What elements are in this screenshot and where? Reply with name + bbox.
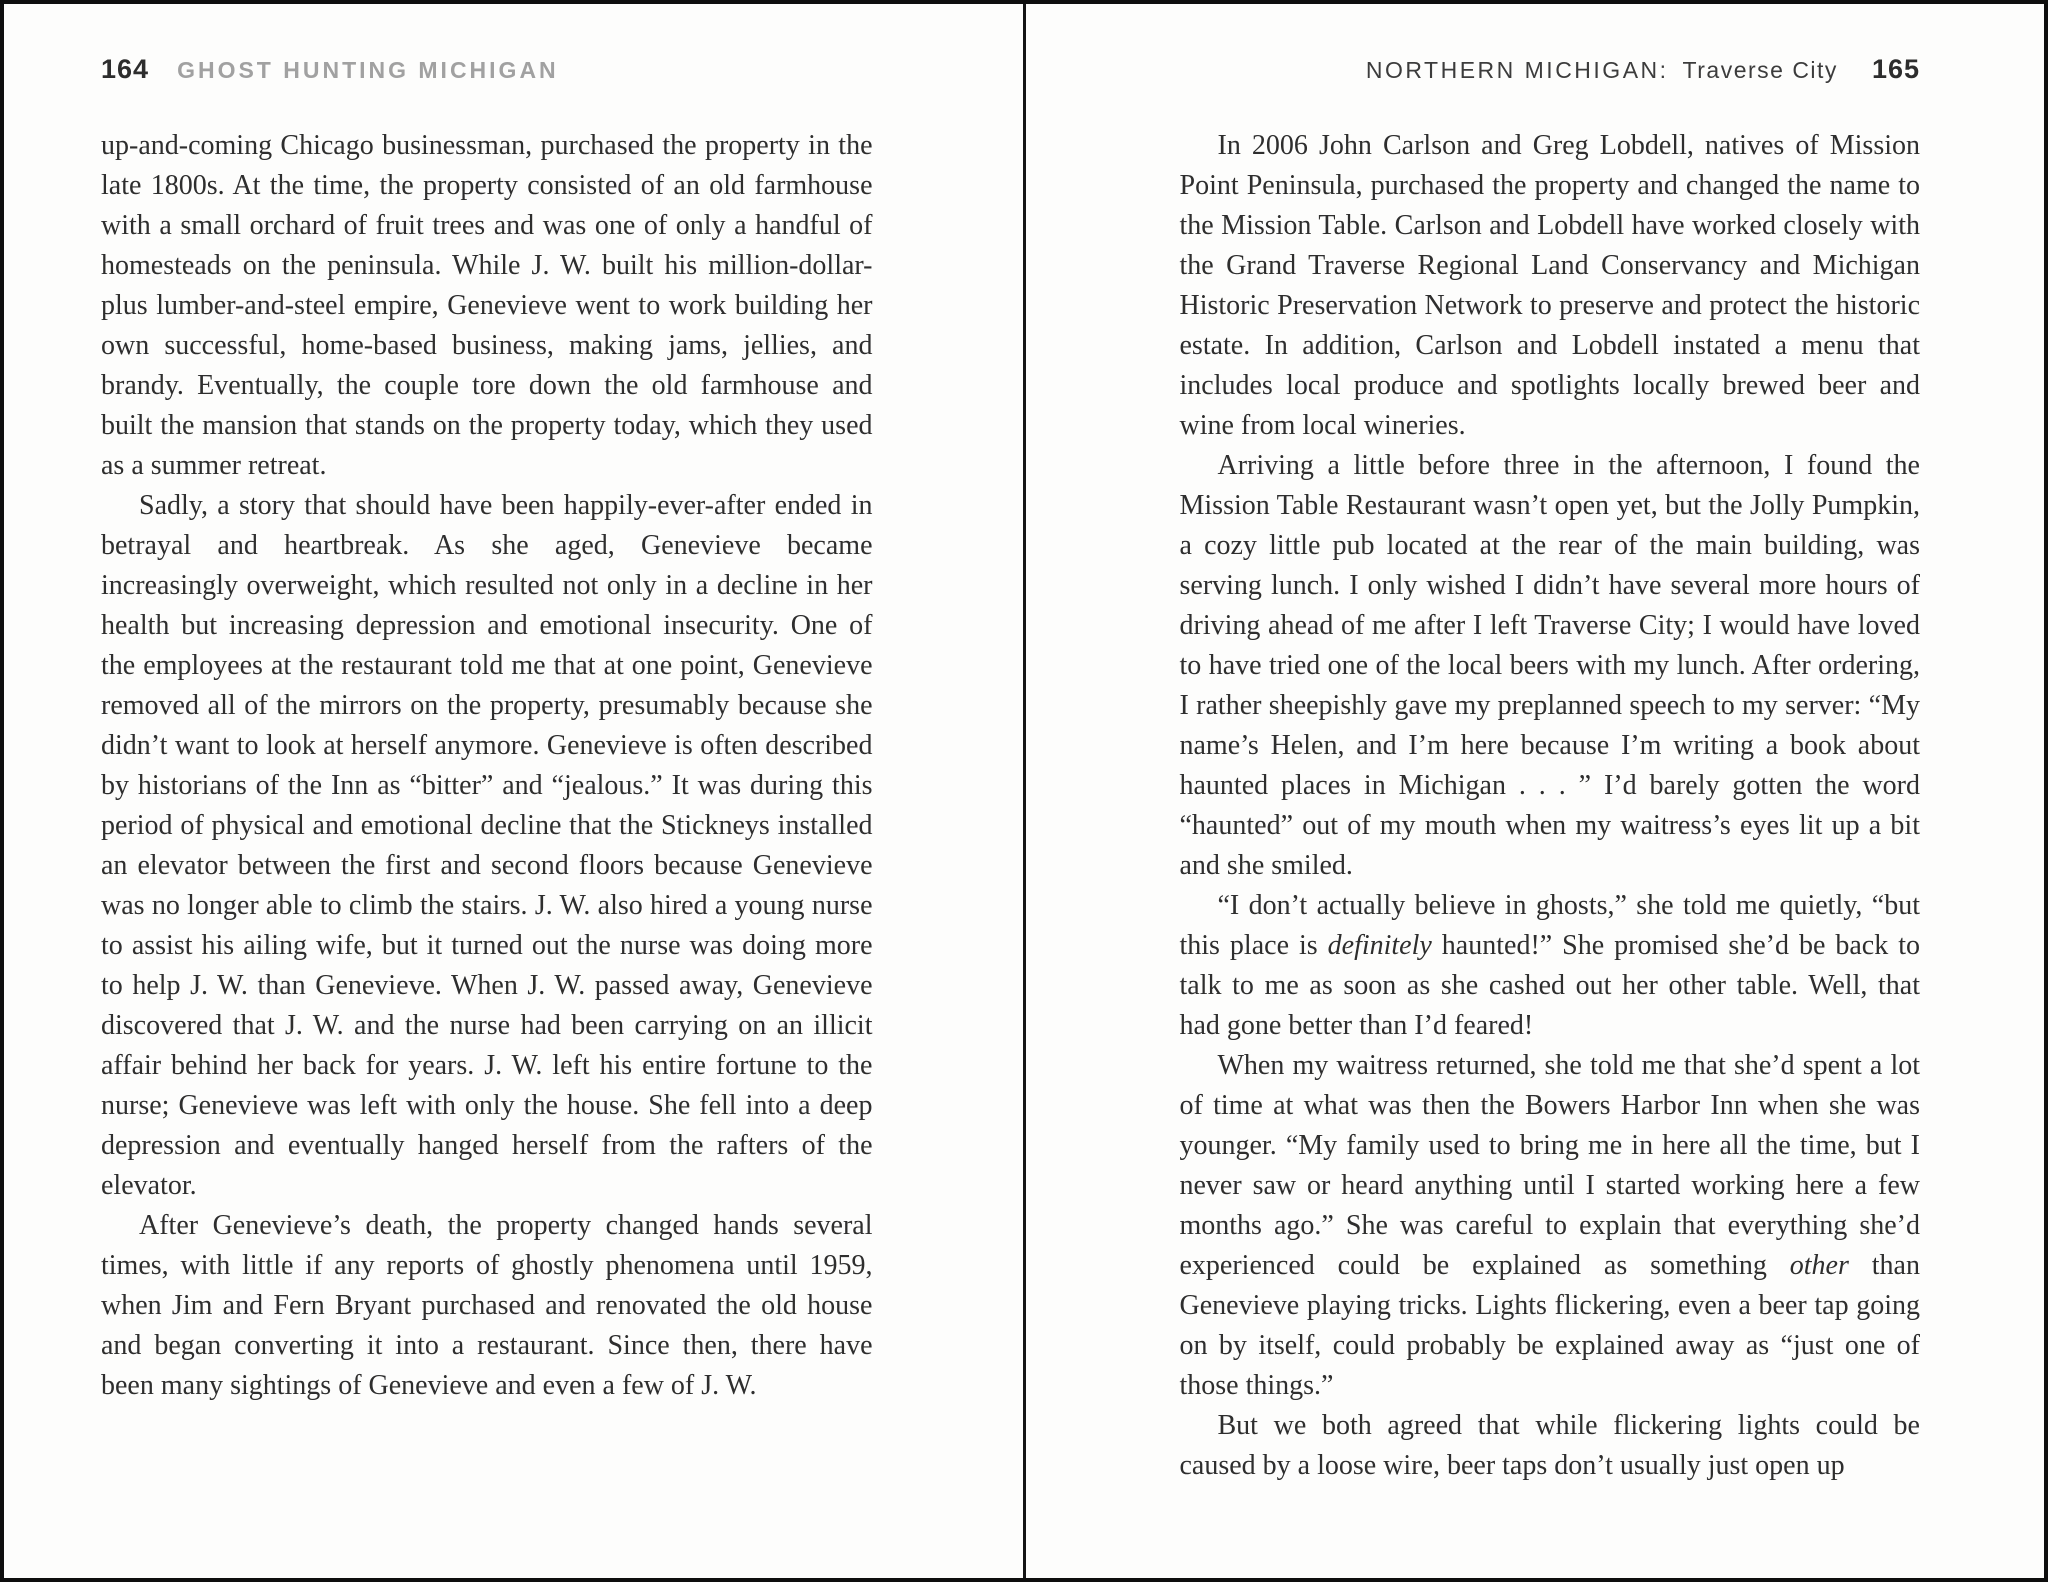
left-running-title: GHOST HUNTING MICHIGAN bbox=[177, 57, 559, 83]
right-page-body bbox=[1026, 126, 2045, 1486]
paragraph: But we both agreed that while flickering lights could be caused by a loose wire, beer taps don’t usually just open up bbox=[1179, 1410, 1920, 1481]
page-right bbox=[1026, 4, 2045, 1578]
right-section-label: NORTHERN MICHIGAN: bbox=[1365, 57, 1669, 83]
left-page-number: 164 bbox=[101, 54, 150, 84]
paragraph: Sadly, a story that should have been happily-ever-after ended in betrayal and heartbreak. As she aged, Genevieve became increasingly overweight, which resulted not only in a decline in her health but increasing depression and emotional insecurity. One of the employees at the restaurant told me that at one point, Genevieve removed all of the mirrors on the property, presumably because she didn’t want to look at herself anymore. Genevieve is often described by historians of the Inn as “bitter” and “jealous.” It was during this period of physical and emotional decline that the Stickneys installed an elevator between the first and second floors because Genevieve was no longer able to climb the stairs. J. W. also hired a young nurse to assist his ailing wife, but it turned out the nurse was doing more to help J. W. than Genevieve. When J. W. passed away, Genevieve discovered that J. W. and the nurse had been carrying on an illicit affair behind her back for years. J. W. left his entire fortune to the nurse; Genevieve was left with only the house. She fell into a deep depression and eventually hanged herself from the rafters of the elevator. bbox=[101, 490, 873, 1201]
paragraph: Arriving a little before three in the afternoon, I found the Mission Table Restaurant wasn’t open yet, but the Jolly Pumpkin, a cozy little pub located at the rear of the main building, was serving lunch. I only wished I didn’t have several more hours of driving ahead of me after I left Traverse City; I would have loved to have tried one of the local beers with my lunch. After ordering, I rather sheepishly gave my preplanned speech to my server: “My name’s Helen, and I’m here because I’m writing a book about haunted places in Michigan . . . ” I’d barely gotten the word “haunted” out of my mouth when my waitress’s eyes lit up a bit and she smiled. bbox=[1179, 450, 1920, 881]
paragraph: In 2006 John Carlson and Greg Lobdell, natives of Mission Point Peninsula, purchased the property and changed the name to the Mission Table. Carlson and Lobdell have worked closely with the Grand Traverse Regional Land Conservancy and Michigan Historic Preservation Network to preserve and protect the historic estate. In addition, Carlson and Lobdell instated a menu that includes local produce and spotlights locally brewed beer and wine from local wineries. bbox=[1179, 130, 1920, 441]
paragraph: When my waitress returned, she told me that she’d spent a lot of time at what was then the Bowers Harbor Inn when she was younger. “My family used to bring me in here all the time, but I never saw or heard anything until I started working here a few months ago.” She was careful to explain that everything she’d experienced could be explained as something other than Genevieve playing tricks. Lights flickering, even a beer tap going on by itself, could probably be explained away as “just one of those things.” bbox=[1179, 1050, 1920, 1401]
paragraph: After Genevieve’s death, the property changed hands several times, with little if any reports of ghostly phenomena until 1959, when Jim and Fern Bryant purchased and renovated the old house and began converting it into a restaurant. Since then, there have been many sightings of Genevieve and even a few of J. W. bbox=[101, 1210, 873, 1401]
right-page-number: 165 bbox=[1871, 54, 1920, 84]
paragraph: “I don’t actually believe in ghosts,” she told me quietly, “but this place is definitely haunted!” She promised she’d be back to talk to me as soon as she cashed out her other table. Well, that had gone better than I’d feared! bbox=[1179, 890, 1920, 1041]
page-left bbox=[4, 4, 1023, 1578]
paragraph: up-and-coming Chicago businessman, purchased the property in the late 1800s. At the time, the property consisted of an old farmhouse with a small orchard of fruit trees and was one of only a handful of homesteads on the peninsula. While J. W. built his million-dollar-plus lumber-and-steel empire, Genevieve went to work building her own successful, home-based business, making jams, jellies, and brandy. Eventually, the couple tore down the old farmhouse and built the mansion that stands on the property today, which they used as a summer retreat. bbox=[101, 130, 873, 481]
right-section-subtitle: Traverse City bbox=[1682, 57, 1838, 83]
right-page-header bbox=[1026, 54, 2045, 84]
left-page-header bbox=[4, 54, 1023, 84]
left-page-body bbox=[4, 126, 1023, 1406]
